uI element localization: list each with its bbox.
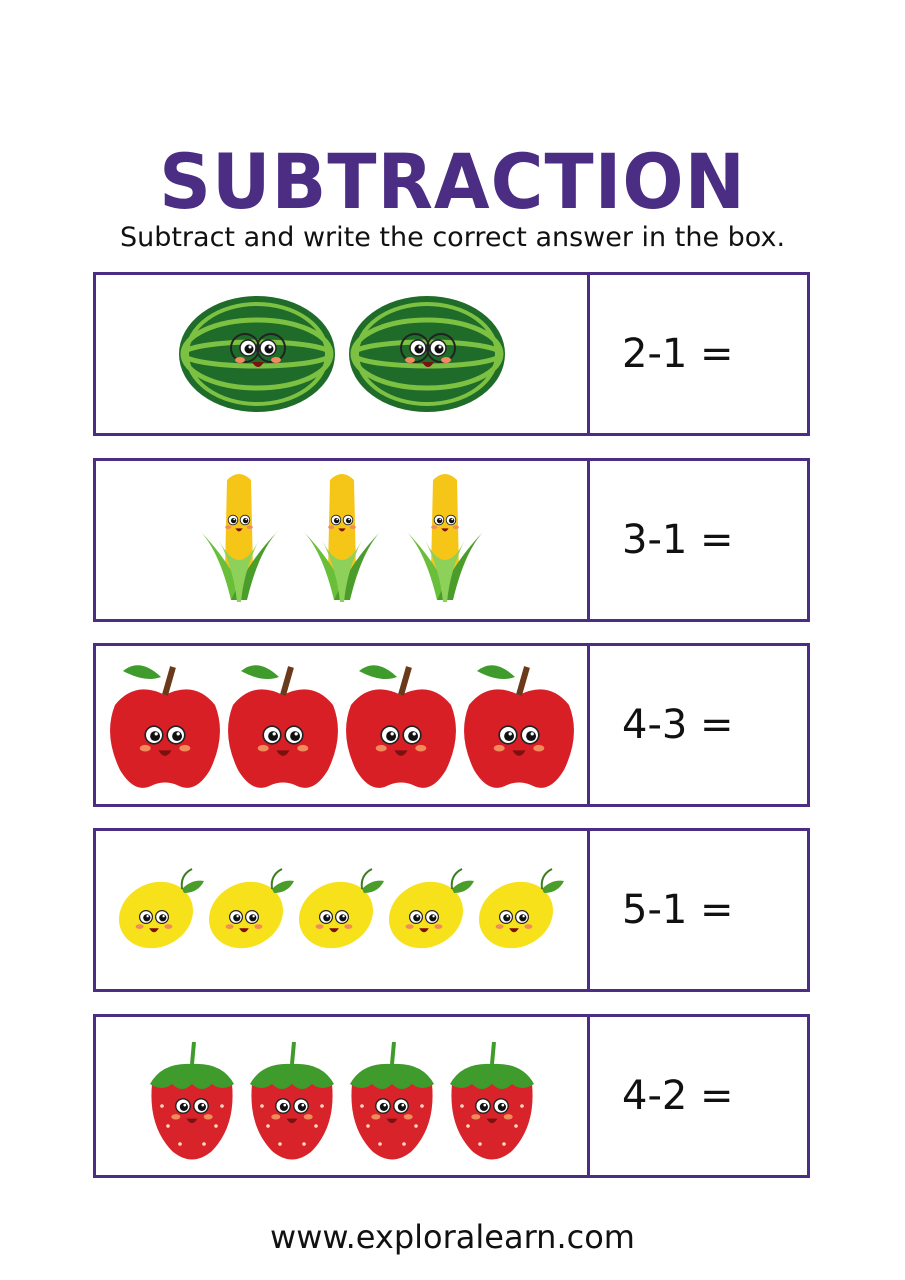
equation-text: 2-1 = — [622, 331, 734, 377]
corn-icon — [199, 474, 279, 602]
picture-cell — [96, 831, 590, 989]
page-title: SUBTRACTION — [159, 137, 746, 227]
lemon-icon — [198, 869, 294, 960]
strawberry-icon — [450, 1042, 534, 1160]
problem-row-1 — [93, 272, 810, 436]
problem-row-4 — [93, 828, 810, 992]
corn-icon — [302, 474, 382, 602]
problem-row-2 — [93, 458, 810, 622]
apple-icon — [346, 665, 456, 788]
lemon-icon — [112, 869, 204, 960]
apple-icon — [464, 665, 574, 788]
equation-text: 5-1 = — [622, 887, 734, 933]
strawberry-icon — [150, 1042, 234, 1160]
watermelon-icon — [179, 296, 335, 412]
picture-cell — [96, 275, 590, 433]
watermelon-icon — [349, 296, 505, 412]
strawberry-icon — [350, 1042, 434, 1160]
lemon-icon — [378, 869, 474, 960]
picture-cell — [96, 646, 590, 804]
instruction-text: Subtract and write the correct answer in the box. — [119, 222, 786, 253]
footer-url: www.exploralearn.com — [270, 1218, 635, 1256]
lemon-icon — [288, 869, 384, 960]
problem-row-5 — [93, 1014, 810, 1178]
picture-cell — [96, 1017, 590, 1175]
equation-text: 3-1 = — [622, 517, 734, 563]
equation-text: 4-3 = — [622, 702, 734, 748]
picture-cell — [96, 461, 590, 619]
problem-row-3 — [93, 643, 810, 807]
equation-text: 4-2 = — [622, 1073, 734, 1119]
lemon-icon — [468, 869, 564, 960]
apple-icon — [110, 665, 220, 788]
strawberry-icon — [250, 1042, 334, 1160]
apple-icon — [228, 665, 338, 788]
corn-icon — [405, 474, 485, 602]
